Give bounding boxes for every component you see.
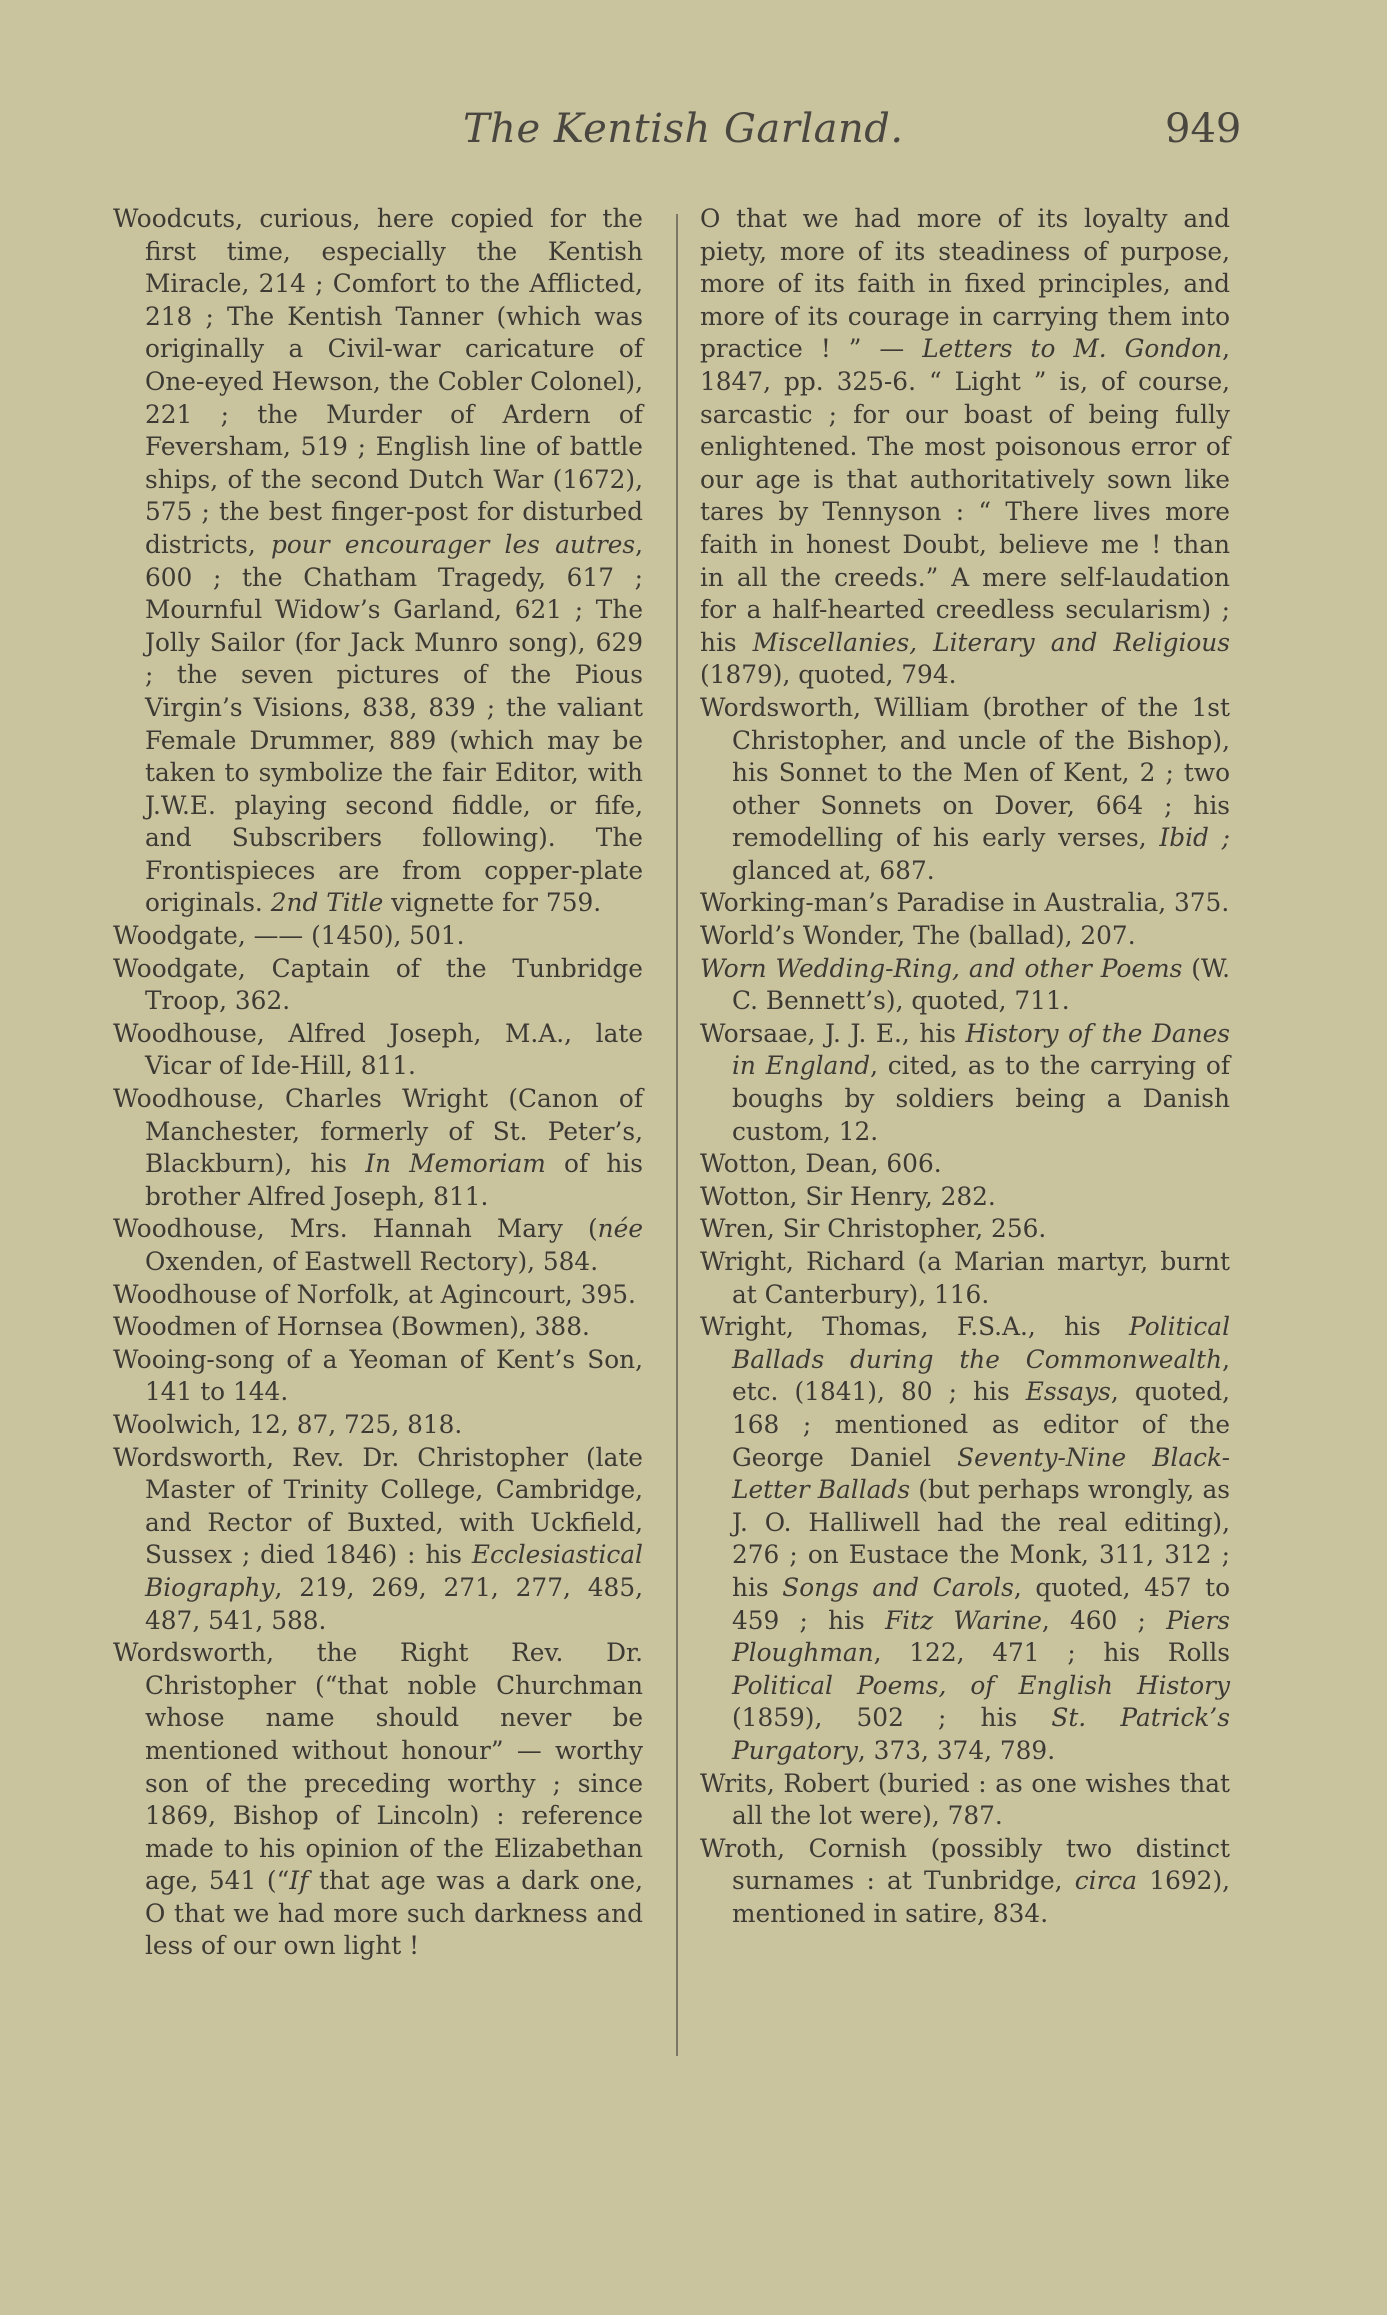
running-head (0, 106, 1387, 166)
page-title: The Kentish Garland. (463, 106, 904, 152)
index-entry-wooing-song: Wooing-song of a Yeoman of Kent’s Son, 141 to 144. (113, 1344, 643, 1407)
index-entry-woodcuts: Woodcuts, curious, here copied for the first time, especially the Kentish Miracle, 214 ; Comfort to the Afflicted, 218 ; The Kentish Tanner (which was originally a Civil-war caricature of One-eyed Hewson, the Cobler Colonel), 221 ; the Murder of Ardern of Feversham, 519 ; English line of battle ships, of the second Dutch War (1672), 575 ; the best finger-post for disturbed districts, pour encourager les autres, 600 ; the Chatham Tragedy, 617 ; Mournful Widow’s Garland, 621 ; The Jolly Sailor (for Jack Munro song), 629 ; the seven pictures of the Pious Virgin’s Visions, 838, 839 ; the valiant Female Drummer, 889 (which may be taken to symbolize the fair Editor, with J.W.E. playing second fiddle, or fife, and Subscribers following). The Frontispieces are from copper-plate originals. 2nd Title vignette for 759. (113, 204, 643, 918)
index-entry-working-man: Working-man’s Paradise in Australia, 375. (700, 888, 1230, 918)
index-entry-woodgate-1: Woodgate, —— (1450), 501. (113, 921, 465, 951)
index-entry-wordsworth-christopher: Wordsworth, Rev. Dr. Christopher (late Master of Trinity College, Cambridge, and Rector of Buxted, with Uckfield, Sussex ; died 1846) : his Ecclesiastical Biography, 219, 269, 271, 277, 485, 487, 541, 588. (113, 1442, 643, 1635)
index-entry-wright-thomas: Wright, Thomas, F.S.A., his Political Ballads during the Commonwealth, etc. (1841), 80 ; his Essays, quoted, 168 ; mentioned as editor of the George Daniel Seventy-Nine Black-Letter Ballads (but perhaps wrongly, as J. O. Halliwell had the real editing), 276 ; on Eustace the Monk, 311, 312 ; his Songs and Carols, quoted, 457 to 459 ; his Fitz Warine, 460 ; Piers Ploughman, 122, 471 ; his Rolls Political Poems, of English History (1859), 502 ; his St. Patrick’s Purgatory, 373, 374, 789. (700, 1312, 1231, 1765)
index-entry-wroth: Wroth, Cornish (possibly two distinct surnames : at Tunbridge, circa 1692), mentioned in satire, 834. (700, 1833, 1231, 1928)
index-entry-writs: Writs, Robert (buried : as one wishes that all the lot were), 787. (700, 1768, 1230, 1831)
index-entry-wright-richard: Wright, Richard (a Marian martyr, burnt at Canterbury), 116. (700, 1247, 1230, 1309)
index-entry-woodhouse-alfred: Woodhouse, Alfred Joseph, M.A., late Vicar of Ide-Hill, 811. (113, 1018, 643, 1081)
index-entry-woodhouse-norfolk: Woodhouse of Norfolk, at Agincourt, 395. (113, 1279, 636, 1309)
index-column-right (700, 203, 1230, 1930)
index-entry-wotton-dean: Wotton, Dean, 606. (700, 1149, 942, 1179)
index-entry-woodgate-2: Woodgate, Captain of the Tunbridge Troop, 362. (113, 953, 643, 1016)
index-entry-worsaae: Worsaae, J. J. E., his History of the Danes in England, cited, as to the carrying of boughs by soldiers being a Danish custom, 12. (700, 1018, 1230, 1146)
index-entry-worn-wedding-ring: Worn Wedding-Ring, and other Poems (W. C. Bennett’s), quoted, 711. (700, 953, 1230, 1016)
column-divider (676, 214, 678, 2056)
index-entry-woodmen: Woodmen of Hornsea (Bowmen), 388. (113, 1312, 590, 1342)
index-entry-wordsworth-william: Wordsworth, William (brother of the 1st Christopher, and uncle of the Bishop), his Sonnet to the Men of Kent, 2 ; two other Sonnets on Dover, 664 ; his remodelling of his early verses, Ibid ; glanced at, 687. (700, 692, 1230, 885)
index-entry-woodhouse-charles: Woodhouse, Charles Wright (Canon of Manchester, formerly of St. Peter’s, Blackburn), his In Memoriam of his brother Alfred Joseph, 811. (113, 1084, 643, 1211)
index-entry-wren: Wren, Sir Christopher, 256. (700, 1214, 1047, 1244)
index-column-left (113, 203, 643, 1963)
page-number: 949 (1165, 106, 1242, 152)
index-entry-worlds-wonder: World’s Wonder, The (ballad), 207. (700, 921, 1136, 951)
index-entry-woodhouse-hannah: Woodhouse, Mrs. Hannah Mary (née Oxenden, of Eastwell Rectory), 584. (113, 1214, 643, 1276)
index-entry-wordsworth-bishop: Wordsworth, the Right Rev. Dr. Christopher (“that noble Churchman whose name should never be mentioned without honour” — worthy son of the preceding worthy ; since 1869, Bishop of Lincoln) : reference made to his opinion of the Elizabethan age, 541 (“If that age was a dark one, O that we had more such darkness and less of our own light ! (113, 1638, 643, 1961)
index-entry-wordsworth-bishop-cont: O that we had more of its loyalty and piety, more of its steadiness of purpose, more of its faith in fixed principles, and more of its courage in carrying them into practice ! ” — Letters to M. Gondon, 1847, pp. 325-6. “ Light ” is, of course, sarcastic ; for our boast of being fully enlightened. The most poisonous error of our age is that authoritatively sown like tares by Tennyson : “ There lives more faith in honest Doubt, believe me ! than in all the creeds.” A mere self-laudation for a half-hearted creedless secularism) ; his Miscellanies, Literary and Religious (1879), quoted, 794. (700, 204, 1230, 690)
index-entry-wotton-henry: Wotton, Sir Henry, 282. (700, 1181, 996, 1211)
index-entry-woolwich: Woolwich, 12, 87, 725, 818. (113, 1409, 463, 1439)
